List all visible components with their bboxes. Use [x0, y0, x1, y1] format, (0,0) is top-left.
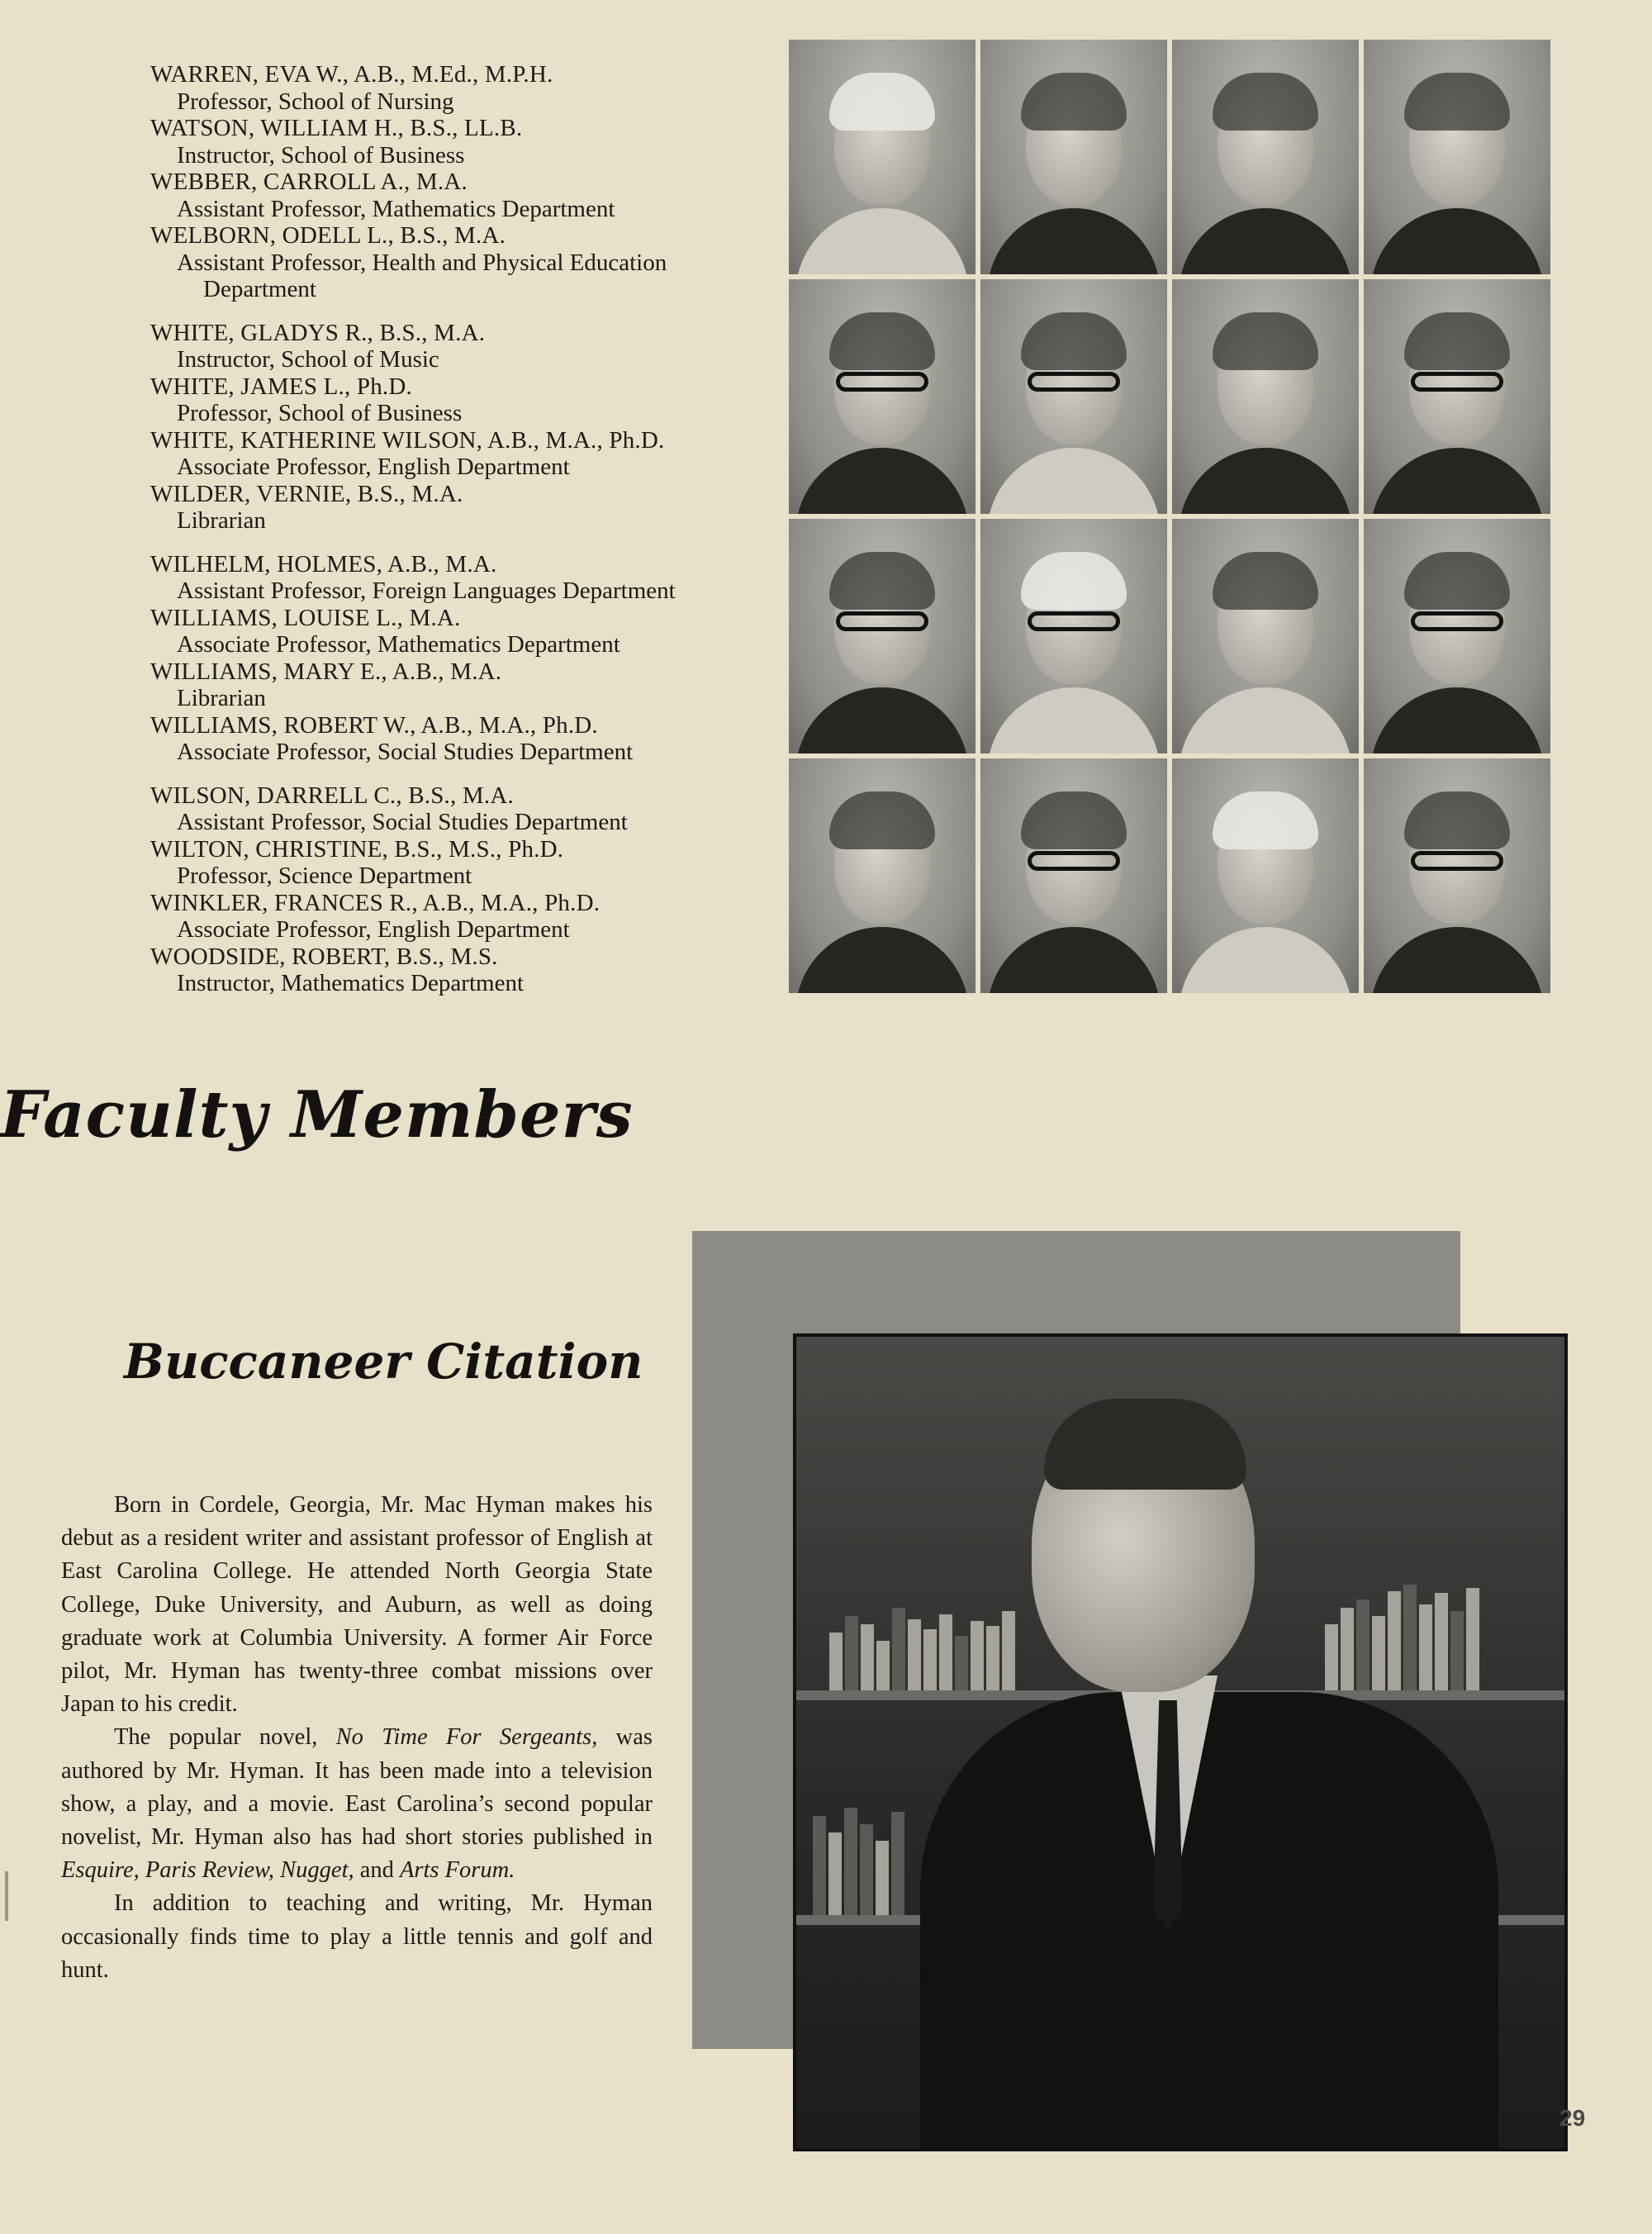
faculty-title-line: Librarian: [177, 685, 266, 711]
faculty-title-line: Instructor, Mathematics Department: [177, 970, 525, 996]
section-heading: Faculty Members: [0, 1077, 634, 1153]
person-hair: [1044, 1399, 1246, 1490]
faculty-portrait: [789, 758, 976, 993]
faculty-portrait: [1364, 40, 1550, 274]
citation-heading: Buccaneer Citation: [124, 1333, 643, 1390]
citation-text-segment: The popular novel,: [114, 1724, 336, 1751]
faculty-title: [150, 863, 778, 890]
faculty-name: WILHELM, HOLMES, A.B., M.A.: [150, 550, 497, 578]
faculty-title-line: Associate Professor, English Department: [177, 454, 570, 480]
faculty-title: [150, 970, 778, 997]
faculty-portrait: [1172, 519, 1359, 753]
faculty-title-line: Librarian: [177, 507, 266, 534]
faculty-portrait: [1364, 279, 1550, 514]
citation-text-segment: Born in Cordele, Georgia, Mr. Mac Hyman makes his debut as a resident writer and assistant professor of English at East Carolina College. He attended North Georgia State College, Duke University, and Auburn, as well as doing graduate work at Columbia University. A former Air Force pilot, Mr. Hyman has twenty-three combat missions over Japan to his credit.: [61, 1492, 653, 1718]
faculty-title-line: Assistant Professor, Mathematics Department: [177, 195, 615, 222]
faculty-name: WILSON, DARRELL C., B.S., M.A.: [150, 782, 514, 809]
faculty-group: [150, 551, 778, 766]
faculty-portrait: [789, 519, 976, 753]
faculty-entry: [150, 373, 778, 427]
faculty-name: WELBORN, ODELL L., B.S., M.A.: [150, 222, 506, 249]
faculty-title: [150, 250, 778, 303]
faculty-entry: [150, 712, 778, 766]
faculty-name: WILLIAMS, LOUISE L., M.A.: [150, 604, 461, 631]
faculty-title: [150, 578, 778, 605]
faculty-portrait: [1172, 40, 1359, 274]
page-number: 29: [1559, 2105, 1586, 2131]
books: [1325, 1585, 1482, 1690]
faculty-title: [150, 507, 778, 535]
books: [829, 1601, 1018, 1690]
faculty-entry: [150, 481, 778, 535]
citation-paragraph: [61, 1489, 653, 1721]
faculty-title-line: Associate Professor, Social Studies Department: [177, 739, 634, 765]
faculty-portrait: [980, 758, 1167, 993]
faculty-entry: [150, 427, 778, 481]
books: [813, 1799, 907, 1915]
faculty-title-line: Instructor, School of Music: [177, 346, 439, 373]
faculty-title: [150, 916, 778, 944]
faculty-title-line: Professor, School of Business: [177, 400, 463, 426]
faculty-title-line: Instructor, School of Business: [177, 141, 465, 169]
faculty-group: [150, 61, 778, 303]
faculty-group: [150, 782, 778, 997]
faculty-entry: [150, 605, 778, 658]
faculty-title: [150, 685, 778, 712]
faculty-entry: [150, 320, 778, 373]
faculty-portrait: [1364, 519, 1550, 753]
citation-title-text: No Time For Sergeants,: [335, 1724, 598, 1751]
faculty-name: WHITE, GLADYS R., B.S., M.A.: [150, 319, 486, 346]
citation-paragraph: [61, 1721, 653, 1887]
citation-text-segment: In addition to teaching and writing, Mr. Hyman occasionally finds time to play a little tennis and golf and hunt.: [61, 1890, 653, 1983]
faculty-portrait: [1172, 758, 1359, 993]
faculty-title: [150, 454, 778, 481]
citation-title-text: Esquire, Paris Review, Nugget,: [61, 1857, 354, 1884]
faculty-portrait: [1364, 758, 1550, 993]
faculty-title: [150, 631, 778, 658]
faculty-title: [150, 346, 778, 373]
faculty-title: [150, 739, 778, 766]
gutter-mark: [5, 1871, 17, 1921]
faculty-entry: [150, 782, 778, 836]
faculty-name: WHITE, KATHERINE WILSON, A.B., M.A., Ph.D.: [150, 426, 665, 454]
faculty-portrait: [1172, 279, 1359, 514]
faculty-group: [150, 320, 778, 535]
faculty-portrait: [980, 40, 1167, 274]
faculty-portrait: [789, 279, 976, 514]
faculty-entry: [150, 890, 778, 944]
citation-text-segment: and: [354, 1857, 401, 1884]
faculty-title-line: Professor, School of Nursing: [177, 88, 454, 115]
faculty-name: WARREN, EVA W., A.B., M.Ed., M.P.H.: [150, 61, 553, 88]
faculty-name: WILLIAMS, MARY E., A.B., M.A.: [150, 658, 502, 685]
faculty-entry: [150, 658, 778, 712]
faculty-title: [150, 809, 778, 836]
faculty-title: [150, 88, 778, 116]
faculty-title: [150, 196, 778, 223]
citation-text-segment: was authored by Mr. Hyman. It has been made into a television show, a play, and a movie. East Carolina’s second popular novelist, Mr. Hyman also has had short stories published in: [61, 1724, 653, 1851]
faculty-entry: [150, 836, 778, 890]
faculty-name: WATSON, WILLIAM H., B.S., LL.B.: [150, 115, 523, 141]
faculty-name: WINKLER, FRANCES R., A.B., M.A., Ph.D.: [150, 889, 601, 916]
faculty-name: WILTON, CHRISTINE, B.S., M.S., Ph.D.: [150, 835, 564, 863]
featured-portrait-photo: [793, 1333, 1568, 2151]
faculty-title: [150, 142, 778, 169]
faculty-title-line: Professor, Science Department: [177, 863, 472, 889]
faculty-title-line: Associate Professor, English Department: [177, 916, 570, 943]
faculty-portrait: [980, 279, 1167, 514]
faculty-name: WEBBER, CARROLL A., M.A.: [150, 169, 468, 195]
citation-title-text: Arts Forum.: [400, 1857, 515, 1884]
faculty-entry: [150, 115, 778, 169]
faculty-entry: [150, 61, 778, 115]
faculty-title: [150, 400, 778, 427]
faculty-entry: [150, 551, 778, 605]
faculty-title-line: Assistant Professor, Health and Physical Education: [177, 249, 667, 276]
person-suit: [920, 1692, 1498, 2151]
citation-text: [61, 1489, 653, 1987]
faculty-name: WILDER, VERNIE, B.S., M.A.: [150, 480, 463, 507]
faculty-name: WILLIAMS, ROBERT W., A.B., M.A., Ph.D.: [150, 711, 598, 739]
citation-paragraph: [61, 1887, 653, 1987]
faculty-list: [150, 61, 778, 1014]
faculty-name: WOODSIDE, ROBERT, B.S., M.S.: [150, 943, 498, 970]
faculty-title-line: Assistant Professor, Foreign Languages Department: [177, 578, 676, 604]
faculty-photo-grid: [789, 40, 1550, 993]
faculty-title-line: Assistant Professor, Social Studies Department: [177, 809, 628, 835]
faculty-entry: [150, 222, 778, 303]
faculty-portrait: [789, 40, 976, 274]
faculty-title-line: Associate Professor, Mathematics Department: [177, 631, 620, 658]
faculty-portrait: [980, 519, 1167, 753]
faculty-entry: [150, 169, 778, 222]
faculty-name: WHITE, JAMES L., Ph.D.: [150, 373, 412, 400]
faculty-title-line: Department: [203, 276, 316, 302]
faculty-entry: [150, 944, 778, 997]
